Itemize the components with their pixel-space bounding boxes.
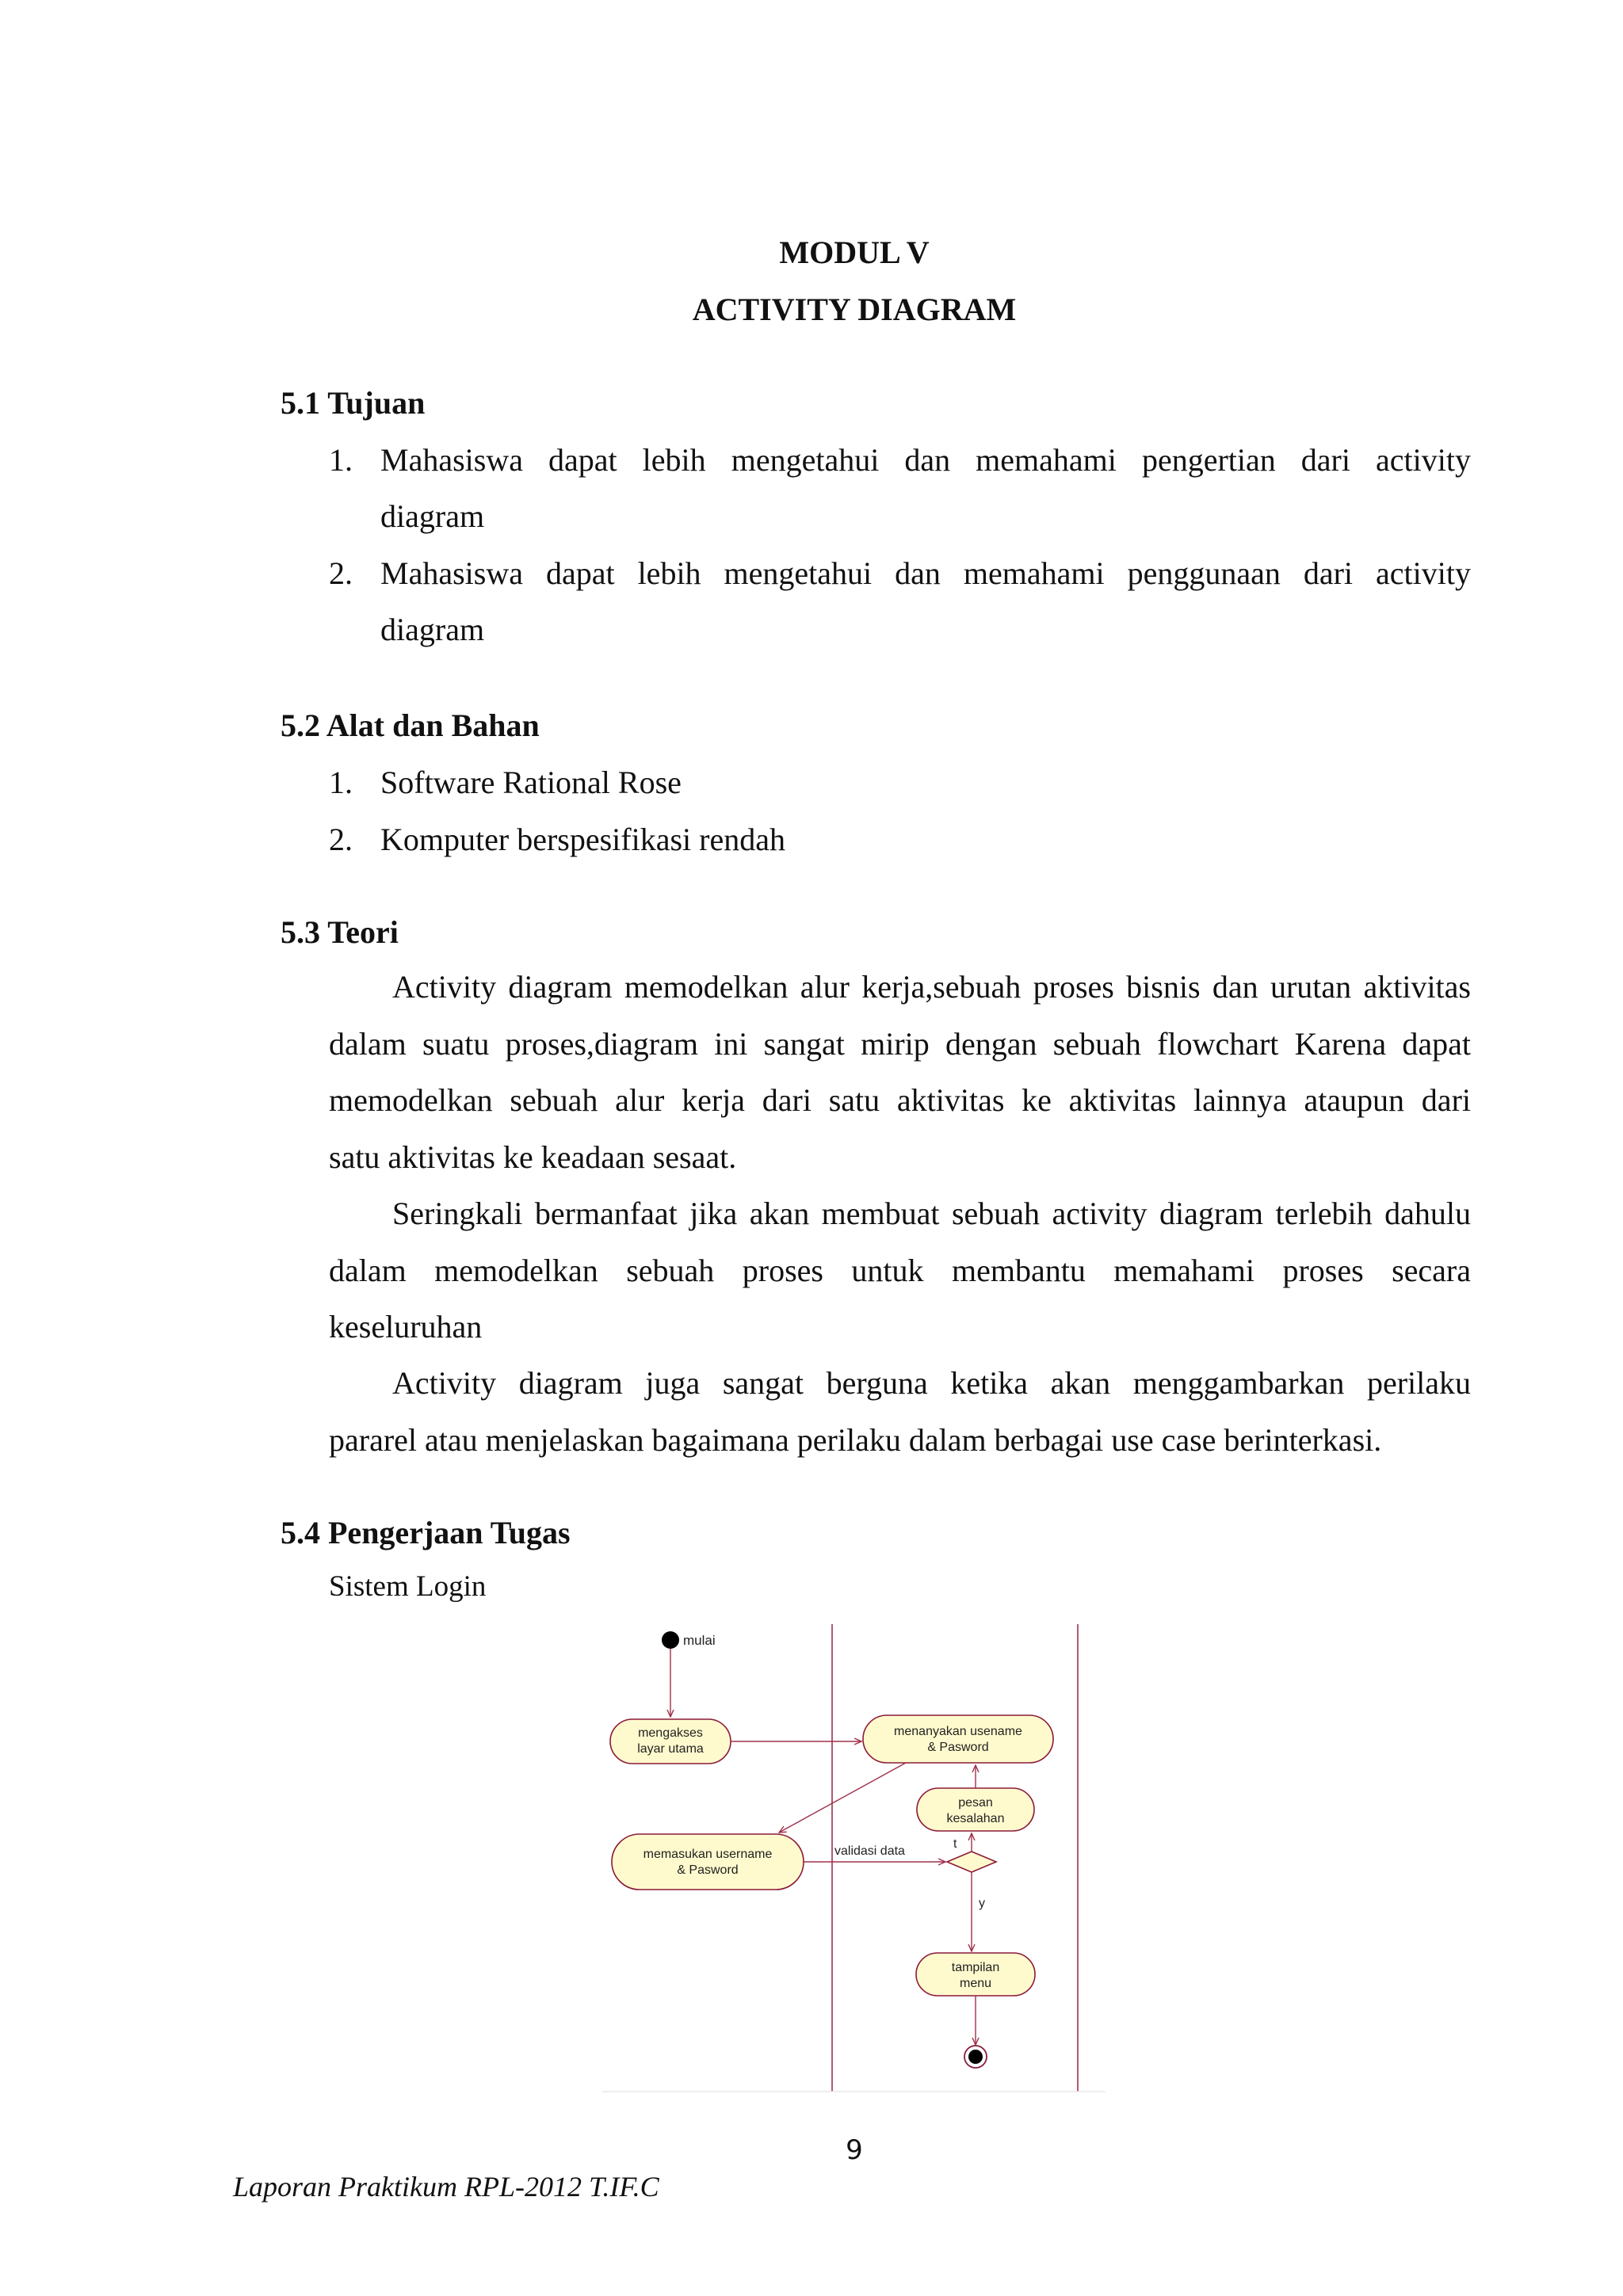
section-heading-pengerjaan: 5.4 Pengerjaan Tugas — [281, 1515, 571, 1550]
start-label: mulai — [683, 1633, 716, 1648]
decision-node — [947, 1852, 996, 1872]
paragraph-line: Seringkali bermanfaat jika akan membuat sebuah activity diagram terlebih dahulu — [392, 1196, 1471, 1231]
paragraph-line: Activity diagram juga sangat berguna ketika akan menggambarkan perilaku — [392, 1365, 1471, 1401]
activity-diagram — [590, 1612, 1106, 2096]
list-text: Mahasiswa dapat lebih mengetahui dan memahami penggunaan dari activity — [380, 555, 1471, 591]
list-text: Software Rational Rose — [380, 765, 682, 800]
list-number: 1. — [329, 765, 353, 800]
section-heading-teori: 5.3 Teori — [281, 914, 399, 950]
list-text-continued: diagram — [380, 498, 485, 534]
activity-label: memasukan username — [643, 1848, 773, 1861]
activity-menanyakan — [863, 1715, 1053, 1763]
guard-label-validasi: validasi data — [834, 1844, 905, 1858]
footer-text: Laporan Praktikum RPL-2012 T.IF.C — [233, 2171, 659, 2203]
activity-label: kesalahan — [946, 1812, 1005, 1825]
activity-label: & Pasword — [677, 1863, 739, 1877]
paragraph-line: Activity diagram memodelkan alur kerja,sebuah proses bisnis dan urutan aktivitas — [392, 969, 1471, 1005]
teori-paragraph-1 — [329, 959, 1471, 1185]
guard-label-t: t — [953, 1837, 957, 1851]
activity-label: & Pasword — [927, 1741, 989, 1754]
flow-menanyakan-to-memasukan — [779, 1763, 906, 1833]
paragraph-line: keseluruhan — [329, 1309, 483, 1344]
section-heading-alat: 5.2 Alat dan Bahan — [281, 707, 540, 743]
activity-label: tampilan — [951, 1961, 1000, 1974]
paragraph-line: dalam memodelkan sebuah proses untuk membantu memahami proses secara — [329, 1252, 1471, 1288]
diagram-caption: Sistem Login — [329, 1570, 487, 1603]
teori-paragraph-3 — [329, 1355, 1471, 1468]
guard-label-y: y — [979, 1897, 985, 1910]
list-number: 2. — [329, 555, 353, 591]
activity-label: pesan — [958, 1796, 993, 1810]
activity-label: menanyakan usename — [894, 1725, 1022, 1738]
teori-paragraph-2 — [329, 1185, 1471, 1356]
activity-memasukan — [612, 1834, 804, 1890]
paragraph-line: pararel atau menjelaskan bagaimana perilaku dalam berbagai use case berinterkasi. — [329, 1421, 1382, 1458]
list-text: Mahasiswa dapat lebih mengetahui dan memahami pengertian dari activity — [380, 442, 1471, 478]
paragraph-line: satu aktivitas ke keadaan sesaat. — [329, 1138, 737, 1175]
activity-label: mengakses — [638, 1726, 703, 1740]
final-node-core — [968, 2050, 983, 2064]
paragraph-line: memodelkan sebuah alur kerja dari satu aktivitas ke aktivitas lainnya ataupun dari — [329, 1082, 1471, 1118]
list-number: 2. — [329, 822, 353, 857]
activity-label: menu — [959, 1977, 992, 1990]
list-text: Komputer berspesifikasi rendah — [380, 822, 785, 857]
list-text-continued: diagram — [380, 612, 485, 647]
page-number: 9 — [846, 2134, 863, 2166]
initial-node — [662, 1631, 679, 1649]
section-heading-tujuan: 5.1 Tujuan — [281, 385, 426, 421]
module-title: MODUL V — [779, 235, 930, 270]
list-number: 1. — [329, 442, 353, 478]
paragraph-line: dalam suatu proses,diagram ini sangat mirip dengan sebuah flowchart Karena dapat — [329, 1025, 1471, 1062]
activity-label: layar utama — [637, 1742, 704, 1756]
module-subtitle: ACTIVITY DIAGRAM — [692, 292, 1017, 327]
